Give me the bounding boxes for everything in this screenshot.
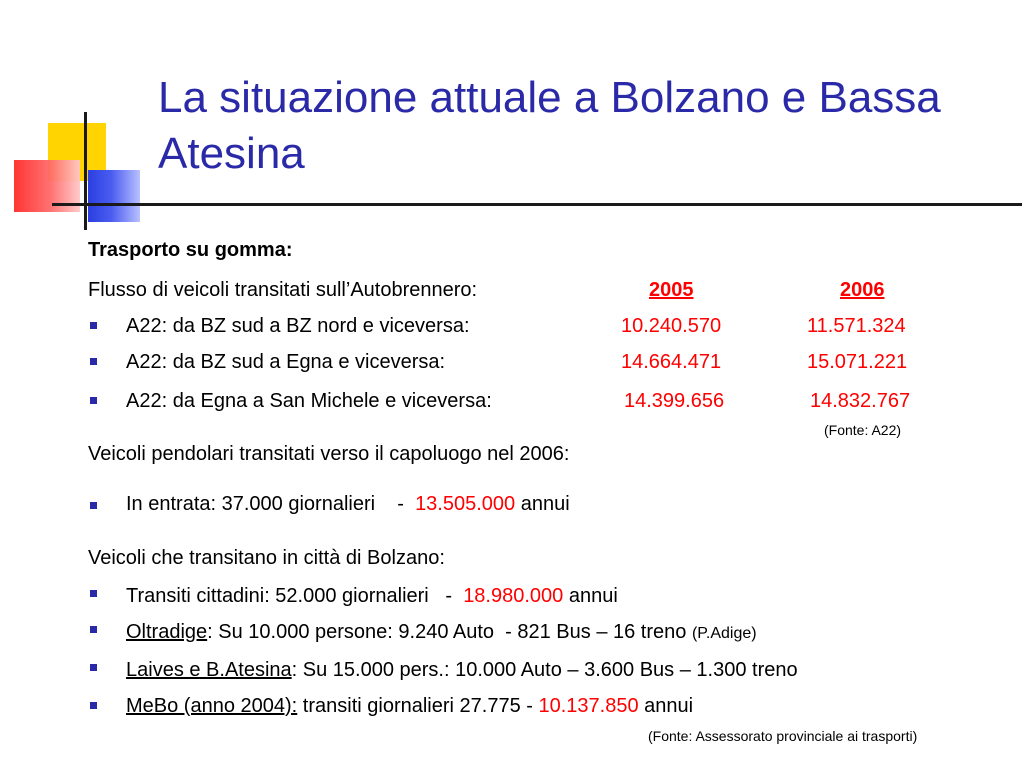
mebo-value: 10.137.850 — [538, 695, 639, 717]
city-transit-row — [126, 584, 618, 608]
decor-horizontal-line — [52, 203, 1022, 206]
source-note-assessorato: (Fonte: Assessorato provinciale ai trasporti) — [648, 728, 918, 744]
mebo-name: MeBo (anno 2004): — [126, 695, 298, 717]
oltradige-name: Oltradige — [126, 621, 208, 643]
bullet-icon — [90, 702, 97, 709]
mebo-row — [126, 694, 693, 718]
mebo-suffix: annui — [638, 695, 694, 717]
bullet-icon — [90, 358, 97, 365]
commuters-suffix: annui — [515, 493, 570, 515]
flow-row-value-2006: 15.071.221 — [807, 351, 908, 373]
oltradige-text: : Su 10.000 persone: 9.240 Auto - 821 Bus – 16 treno — [207, 621, 692, 643]
decor-blue-square — [88, 170, 140, 222]
flow-label: Flusso di veicoli transitati sull’Autobrennero: — [88, 279, 478, 301]
flow-row-value-2005: 14.664.471 — [621, 351, 722, 373]
flow-row-label: A22: da Egna a San Michele e viceversa: — [126, 390, 492, 412]
bullet-icon — [90, 664, 97, 671]
city-label: Veicoli che transitano in città di Bolzano: — [88, 547, 445, 569]
commuters-value: 13.505.000 — [415, 493, 516, 515]
city-transit-prefix: Transiti cittadini: 52.000 giornalieri - — [126, 585, 464, 607]
mebo-text: transiti giornalieri 27.775 - — [297, 695, 539, 717]
flow-row-label: A22: da BZ sud a BZ nord e viceversa: — [126, 315, 470, 337]
laives-row — [126, 658, 798, 682]
commuters-label: Veicoli pendolari transitati verso il capoluogo nel 2006: — [88, 443, 570, 465]
oltradige-row — [126, 620, 757, 646]
decor-vertical-line — [84, 112, 87, 230]
laives-name: Laives e B.Atesina — [126, 659, 292, 681]
bullet-icon — [90, 626, 97, 633]
bullet-icon — [90, 397, 97, 404]
slide-title: La situazione attuale a Bolzano e Bassa Atesina — [158, 73, 941, 178]
flow-row-value-2005: 14.399.656 — [624, 390, 725, 412]
year-2005-header: 2005 — [649, 279, 694, 301]
commuters-prefix: In entrata: 37.000 giornalieri - — [126, 493, 416, 515]
section-heading: Trasporto su gomma: — [88, 239, 293, 261]
source-note-a22: (Fonte: A22) — [824, 422, 902, 438]
flow-row-value-2005: 10.240.570 — [621, 315, 722, 337]
commuters-row — [126, 492, 570, 516]
laives-text: : Su 15.000 pers.: 10.000 Auto – 3.600 Bus – 1.300 treno — [291, 659, 798, 681]
bullet-icon — [90, 502, 97, 509]
year-2006-header: 2006 — [840, 279, 885, 301]
oltradige-note: (P.Adige) — [691, 625, 757, 642]
city-transit-suffix: annui — [563, 585, 618, 607]
flow-row-value-2006: 14.832.767 — [810, 390, 911, 412]
flow-row-label: A22: da BZ sud a Egna e viceversa: — [126, 351, 446, 373]
flow-row-value-2006: 11.571.324 — [807, 315, 906, 337]
bullet-icon — [90, 322, 97, 329]
city-transit-value: 18.980.000 — [463, 585, 564, 607]
bullet-icon — [90, 590, 97, 597]
